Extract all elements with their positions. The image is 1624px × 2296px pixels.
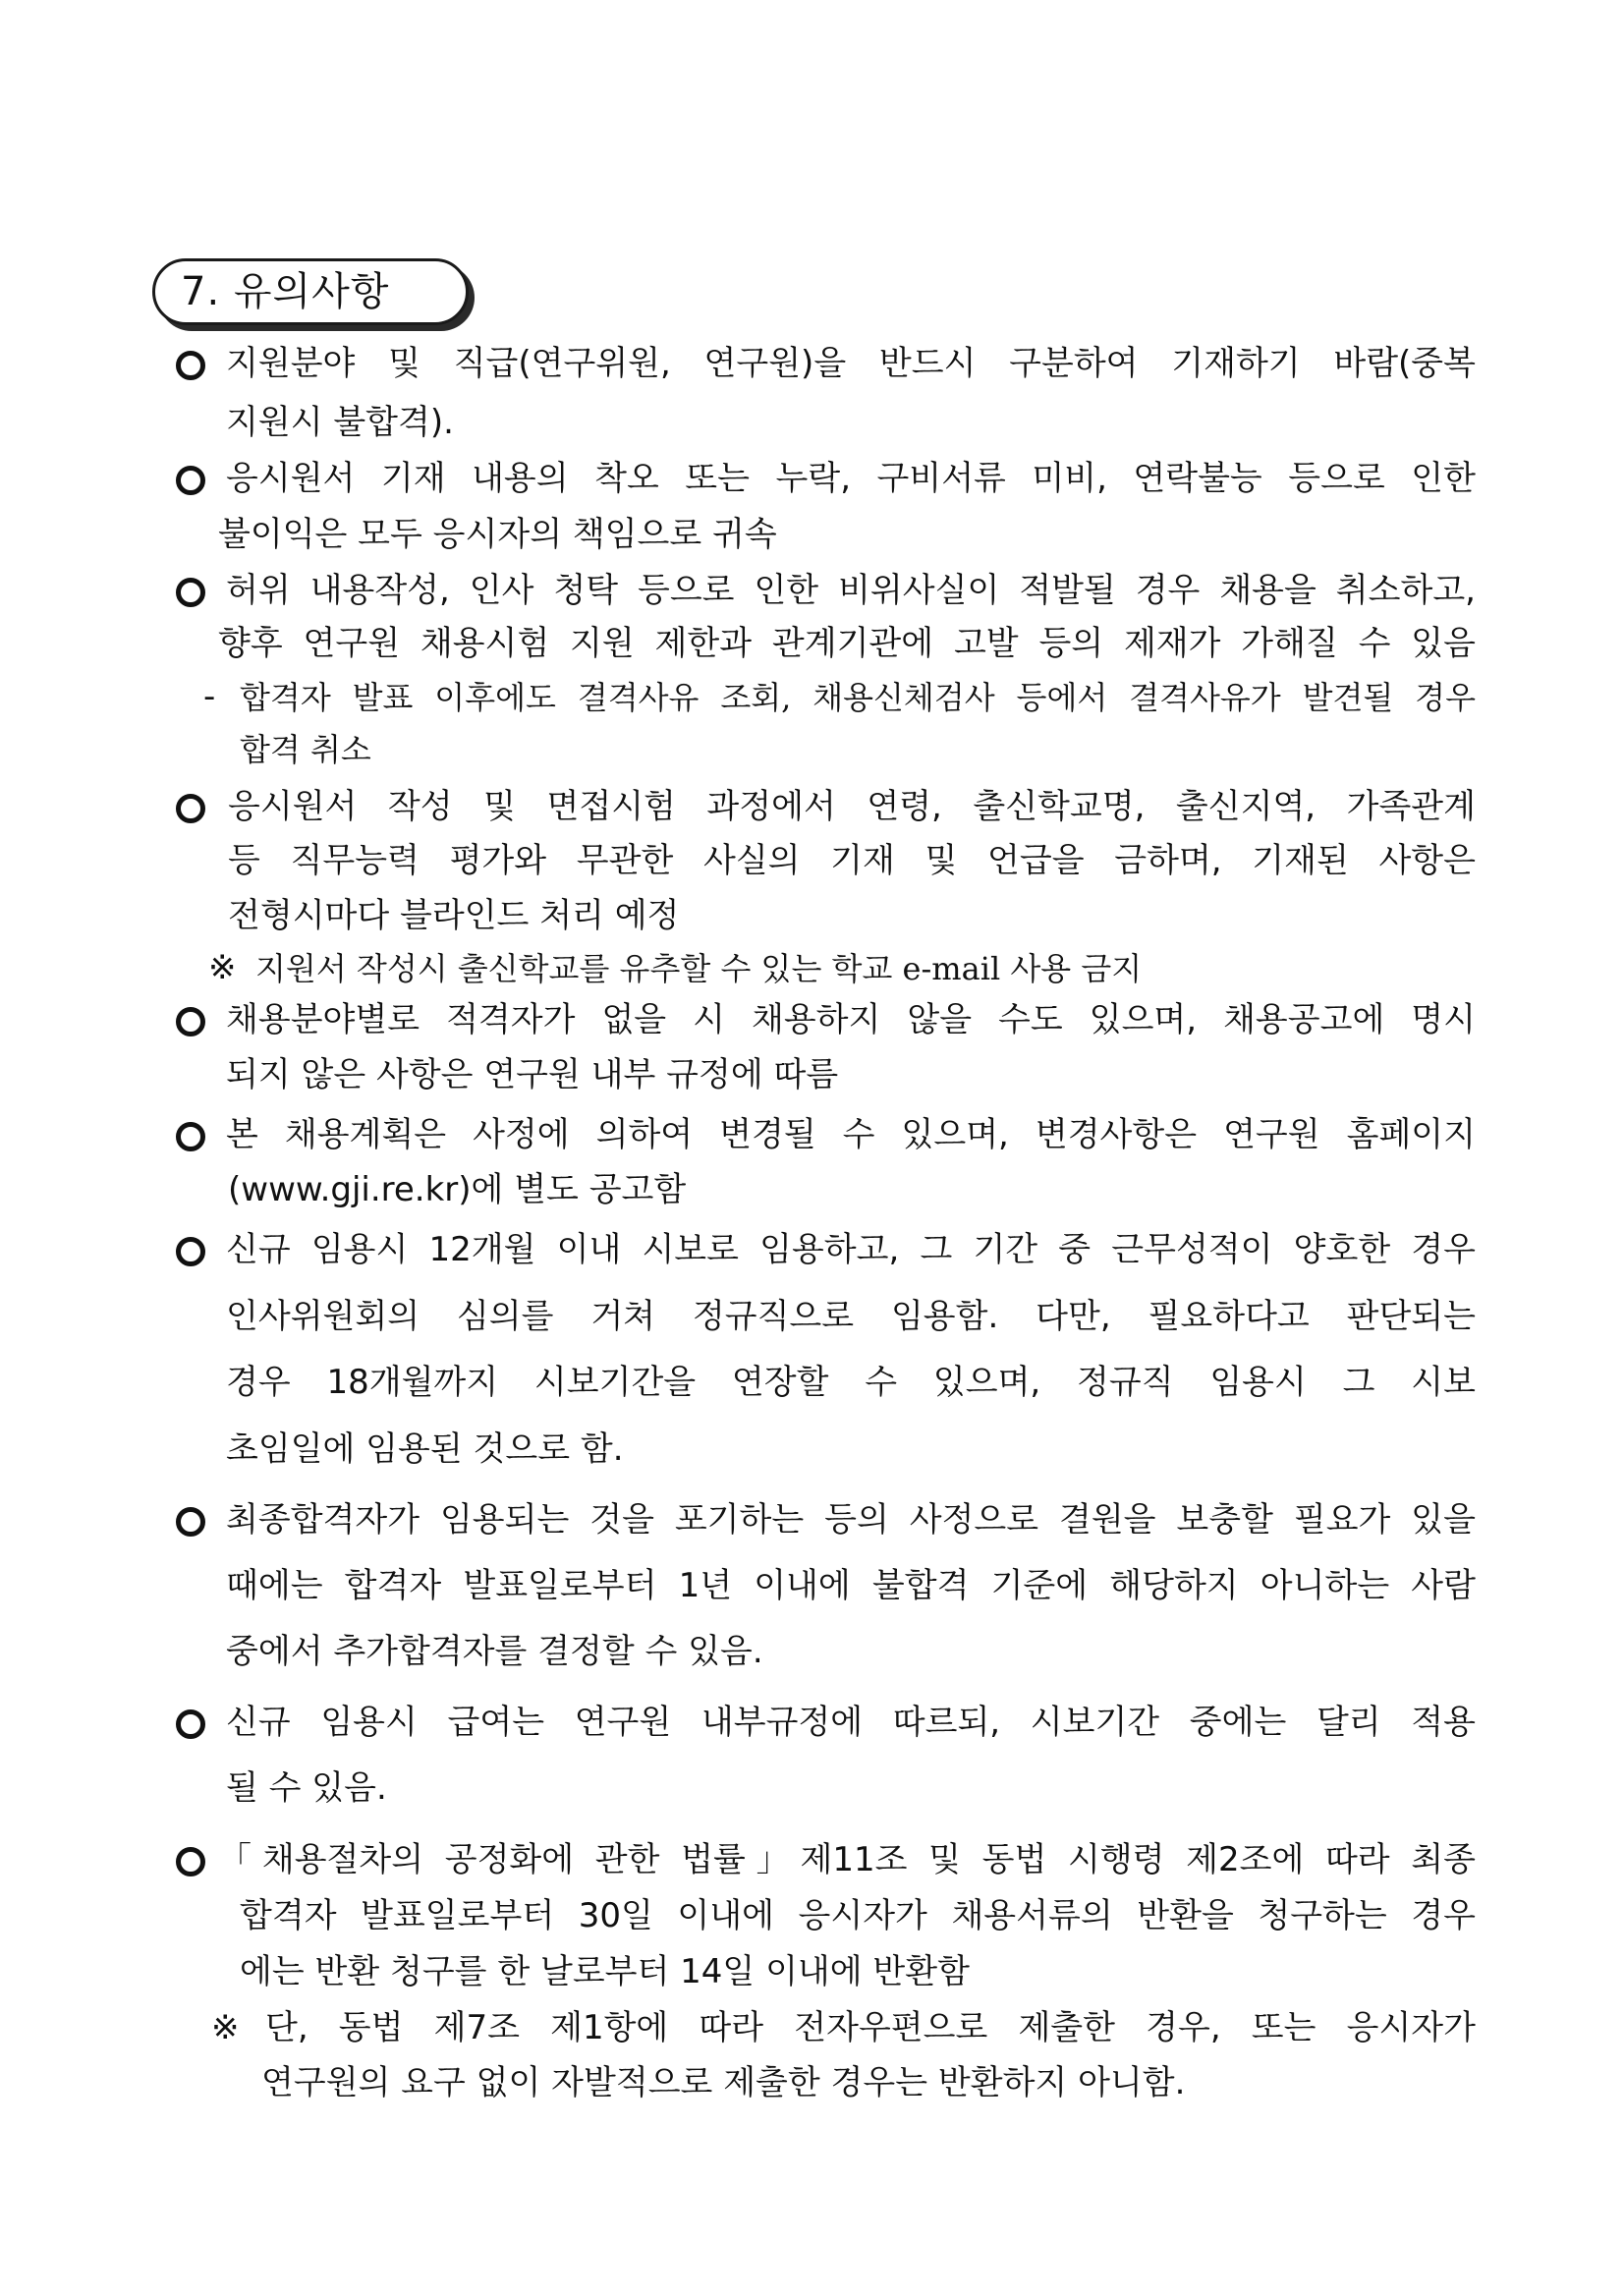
bullet-icon — [176, 794, 205, 823]
dash-line: 합격 취소 — [240, 731, 371, 768]
dash-marker: - — [203, 677, 216, 716]
item-line: (www.gji.re.kr)에 별도 공고함 — [228, 1170, 687, 1209]
item-line: 등 직무능력 평가와 무관한 사실의 기재 및 언급을 금하며, 기재된 사항은 — [228, 841, 1476, 880]
item-line: 될 수 있음. — [226, 1768, 387, 1808]
item-line: 불이익은 모두 응시자의 책임으로 귀속 — [218, 515, 777, 554]
item-line: 합격자 발표일로부터 30일 이내에 응시자가 채용서류의 반환을 청구하는 경우 — [240, 1896, 1476, 1935]
item-line: 초임일에 임용된 것으로 함. — [226, 1429, 624, 1469]
item-line: 최종합격자가 임용되는 것을 포기하는 등의 사정으로 결원을 보충할 필요가 있을 — [226, 1500, 1476, 1540]
item-line: 응시원서 작성 및 면접시험 과정에서 연령, 출신학교명, 출신지역, 가족관계 — [228, 787, 1476, 826]
item-line: 인사위원회의 심의를 거쳐 정규직으로 임용함. 다만, 필요하다고 판단되는 — [226, 1297, 1476, 1336]
note-line: 단, 동법 제7조 제1항에 따라 전자우편으로 제출한 경우, 또는 응시자가 — [265, 2008, 1476, 2047]
reference-mark: ※ — [211, 2008, 240, 2047]
item-line: 경우 18개월까지 시보기간을 연장할 수 있으며, 정규직 임용시 그 시보 — [226, 1363, 1476, 1402]
item-line: 신규 임용시 12개월 이내 시보로 임용하고, 그 기간 중 근무성적이 양호한 경우 — [226, 1230, 1476, 1269]
reference-mark: ※ — [208, 948, 237, 987]
item-line: 향후 연구원 채용시험 지원 제한과 관계기관에 고발 등의 제재가 가해질 수 있음 — [218, 624, 1476, 663]
bullet-icon — [176, 578, 205, 607]
note-line: 지원서 작성시 출신학교를 유추할 수 있는 학교 e-mail 사용 금지 — [255, 950, 1143, 987]
item-line: 에는 반환 청구를 한 날로부터 14일 이내에 반환함 — [240, 1952, 970, 1991]
section-title: 7. 유의사항 — [152, 258, 469, 325]
item-line: 신규 임용시 급여는 연구원 내부규정에 따르되, 시보기간 중에는 달리 적용 — [226, 1703, 1476, 1742]
bullet-icon — [176, 466, 205, 495]
note-line: 연구원의 요구 없이 자발적으로 제출한 경우는 반환하지 아니함. — [261, 2063, 1186, 2102]
item-line: 전형시마다 블라인드 처리 예정 — [228, 896, 680, 935]
item-line: 허위 내용작성, 인사 청탁 등으로 인한 비위사실이 적발될 경우 채용을 취소하고, — [226, 571, 1476, 610]
item-line: 본 채용계획은 사정에 의하여 변경될 수 있으며, 변경사항은 연구원 홈페이지 — [226, 1115, 1476, 1154]
item-line: 지원분야 및 직급(연구위원, 연구원)을 반드시 구분하여 기재하기 바람(중복 — [226, 344, 1476, 383]
bullet-icon — [176, 351, 205, 380]
bullet-icon — [176, 1709, 205, 1739]
dash-line: 합격자 발표 이후에도 결격사유 조회, 채용신체검사 등에서 결격사유가 발견될 경우 — [240, 679, 1476, 716]
item-line: 지원시 불합격). — [226, 403, 454, 442]
item-line: 때에는 합격자 발표일로부터 1년 이내에 불합격 기준에 해당하지 아니하는 사람 — [226, 1566, 1476, 1605]
bullet-icon — [176, 1237, 205, 1266]
item-line: 중에서 추가합격자를 결정할 수 있음. — [226, 1632, 763, 1671]
item-line: 되지 않은 사항은 연구원 내부 규정에 따름 — [226, 1055, 839, 1094]
bullet-icon — [176, 1007, 205, 1036]
item-line: 「채용절차의 공정화에 관한 법률」제11조 및 동법 시행령 제2조에 따라 최종 — [218, 1840, 1476, 1879]
bullet-icon — [176, 1847, 205, 1876]
item-line: 응시원서 기재 내용의 착오 또는 누락, 구비서류 미비, 연락불능 등으로 인한 — [226, 459, 1476, 498]
bullet-icon — [176, 1507, 205, 1537]
bullet-icon — [176, 1122, 205, 1151]
item-line: 채용분야별로 적격자가 없을 시 채용하지 않을 수도 있으며, 채용공고에 명시 — [226, 1000, 1476, 1039]
